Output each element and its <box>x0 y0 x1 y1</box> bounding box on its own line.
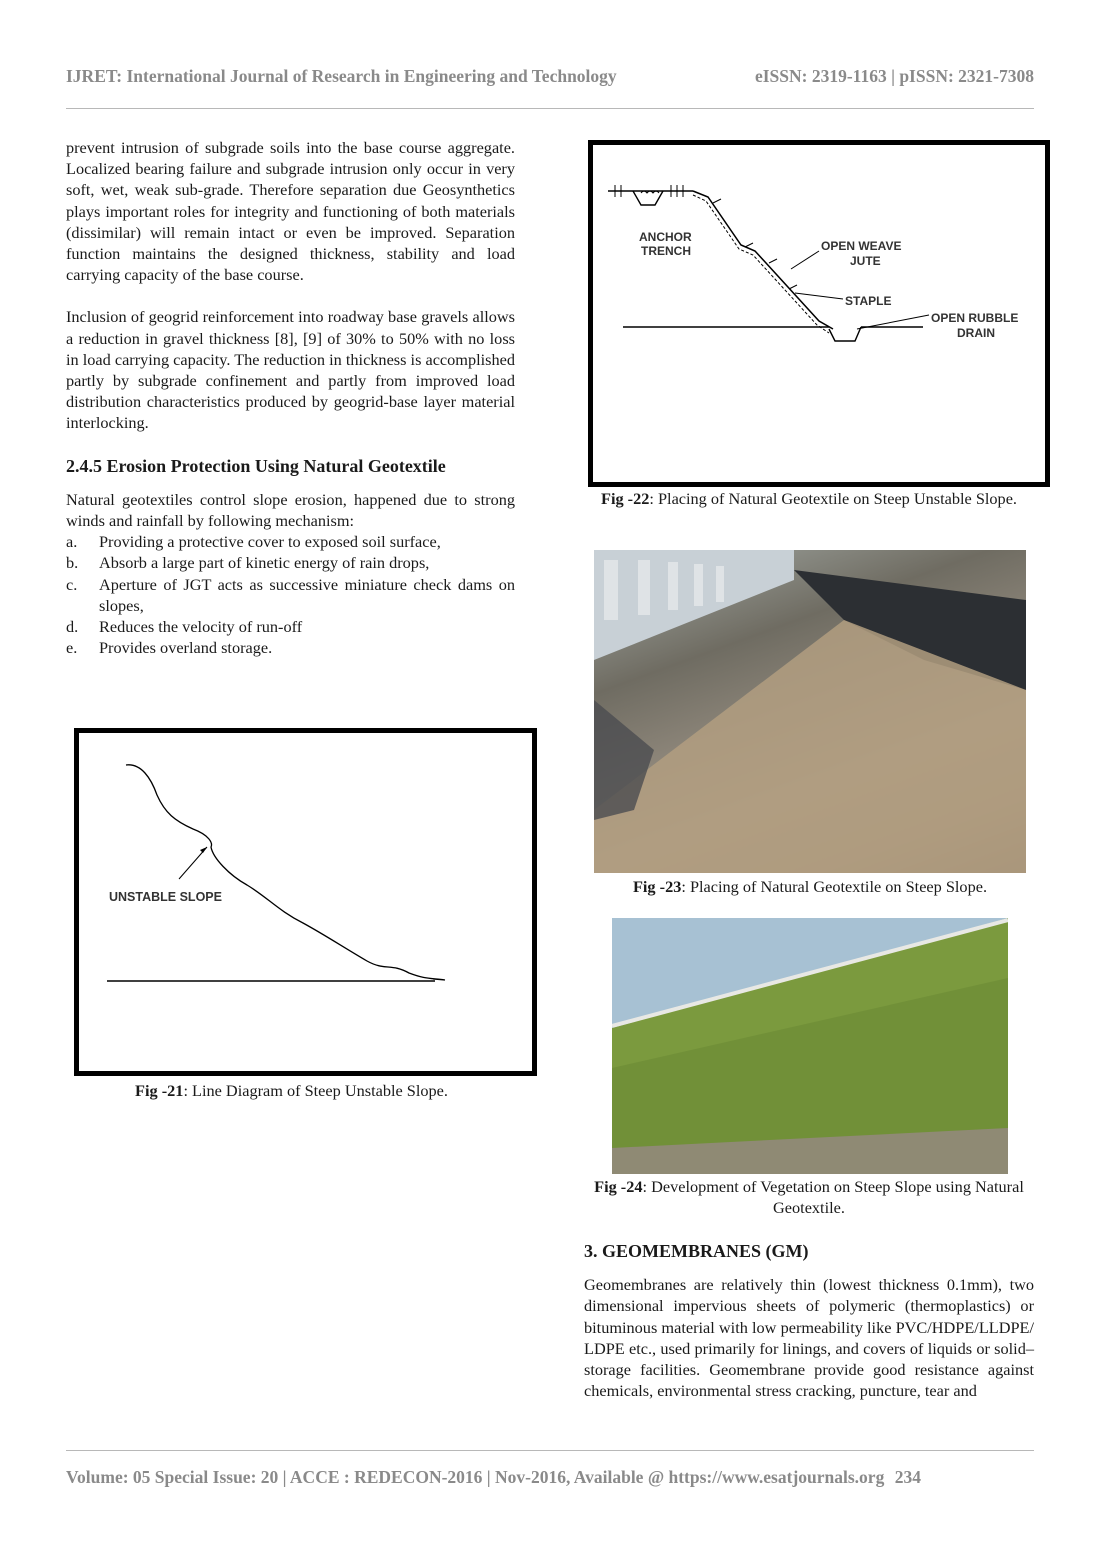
anchor-label-1: ANCHOR <box>639 230 692 244</box>
list-marker: b. <box>66 553 79 573</box>
list-item <box>66 531 515 552</box>
mechanism-list <box>66 531 515 658</box>
list-item <box>66 616 515 637</box>
staple-leader <box>795 293 843 299</box>
list-item <box>66 637 515 658</box>
figure-caption-text: : Placing of Natural Geotextile on Steep Slope. <box>681 877 988 896</box>
section-heading-geomembranes: 3. GEOMEMBRANES (GM) <box>584 1241 809 1261</box>
arrow-head <box>200 847 207 853</box>
figure-caption-text: : Development of Vegetation on Steep Slope using Natural Geotextile. <box>642 1177 1024 1217</box>
vegetated-slope-image <box>612 918 1008 1174</box>
unstable-slope-label: UNSTABLE SLOPE <box>109 890 222 904</box>
paragraph-geomembranes: Geomembranes are relatively thin (lowest thickness 0.1mm), two dimensional impervious sheets of polymeric (thermoplastics) or bituminous material with low permeability like PVC/HDPE/LLDPE/ LDPE etc., used primarily for linings, and covers of liquids or solid–storage facilities. Geomembrane provide good resistance against chemicals, environmental stress cracking, puncture, tear and <box>584 1275 1034 1401</box>
figure-21-caption <box>74 1080 509 1101</box>
jute-label-1: OPEN WEAVE <box>821 239 902 253</box>
list-marker: a. <box>66 532 78 552</box>
paragraph-geogrid: Inclusion of geogrid reinforcement into roadway base gravels allows a reduction in gravel thickness [8], [9] of 30% to 50% with no loss in load carrying capacity. The reduction in thickness is accomplished partly by subgrade confinement and partly from improved load distribution characteristics produced by geogrid-base layer material interlocking. <box>66 307 515 433</box>
footer-divider <box>66 1450 1034 1451</box>
figure-22-caption <box>588 488 1030 509</box>
list-item <box>66 574 515 616</box>
figure-caption-text: : Placing of Natural Geotextile on Steep Unstable Slope. <box>649 489 1017 508</box>
section-heading-erosion: 2.4.5 Erosion Protection Using Natural Geotextile <box>66 455 446 476</box>
footer-text: Volume: 05 Special Issue: 20 | ACCE : REDECON-2016 | Nov-2016, Available @ https://www.esatjournals.org <box>66 1467 885 1487</box>
page-header <box>66 66 1034 87</box>
list-text: Provides overland storage. <box>99 638 273 658</box>
drain-label-1: OPEN RUBBLE <box>931 311 1019 325</box>
jute-label-2: JUTE <box>850 254 881 268</box>
figure-label: Fig -21 <box>135 1081 184 1100</box>
figure-24-photo <box>612 918 1008 1174</box>
unstable-slope-diagram <box>79 733 532 1071</box>
staple-label: STAPLE <box>845 294 892 308</box>
jute-leader <box>791 251 819 269</box>
figure-label: Fig -23 <box>632 877 682 896</box>
figure-caption-text: : Line Diagram of Steep Unstable Slope. <box>183 1081 448 1100</box>
figure-24-caption <box>590 1176 1028 1218</box>
list-marker: c. <box>66 574 78 594</box>
issn-info: eISSN: 2319-1163 | pISSN: 2321-7308 <box>754 66 1034 86</box>
header-divider <box>66 108 1034 109</box>
jute-layer <box>693 195 829 333</box>
figure-label: Fig -22 <box>601 489 650 508</box>
right-column-text <box>584 1241 1034 1401</box>
list-text: Providing a protective cover to exposed soil surface, <box>99 532 441 552</box>
journal-title: IJRET: International Journal of Research in Engineering and Technology <box>66 66 617 86</box>
figure-22-frame <box>588 140 1050 487</box>
paragraph-erosion-intro: Natural geotextiles control slope erosion, happened due to strong winds and rainfall by following mechanism: <box>66 489 515 531</box>
figure-23-photo <box>594 550 1026 873</box>
rubble-drain-shape <box>829 327 861 341</box>
page-number: 234 <box>894 1467 921 1487</box>
page-footer <box>66 1467 921 1488</box>
trench-fill <box>641 191 659 193</box>
list-text: Reduces the velocity of run-off <box>99 617 303 637</box>
figure-label: Fig -24 <box>594 1177 643 1196</box>
figure-21-frame <box>74 728 537 1076</box>
list-item <box>66 552 515 573</box>
list-text: Aperture of JGT acts as successive miniature check dams on slopes, <box>99 574 515 615</box>
figure-23-caption <box>594 876 1026 897</box>
anchor-label-2: TRENCH <box>641 244 691 258</box>
list-marker: e. <box>66 638 78 658</box>
slope-profile-line <box>126 765 445 980</box>
geotextile-placement-diagram <box>593 145 1045 482</box>
slope-surface <box>693 191 833 329</box>
list-text: Absorb a large part of kinetic energy of rain drops, <box>99 553 430 573</box>
left-column-text <box>66 137 515 658</box>
drain-label-2: DRAIN <box>957 326 995 340</box>
slope-geotextile-image <box>594 550 1026 873</box>
paragraph-separation: prevent intrusion of subgrade soils into the base course aggregate. Localized bearing failure and subgrade intrusion only occur in very soft, wet, weak sub-grade. Therefore separation due Geosynthetics plays important roles for integrity and functioning of both materials (dissimilar) will remain intact or even be improved. Separation function maintains the designed thickness, stability and load carrying capacity of the base course. <box>66 138 515 285</box>
list-marker: d. <box>66 617 79 637</box>
